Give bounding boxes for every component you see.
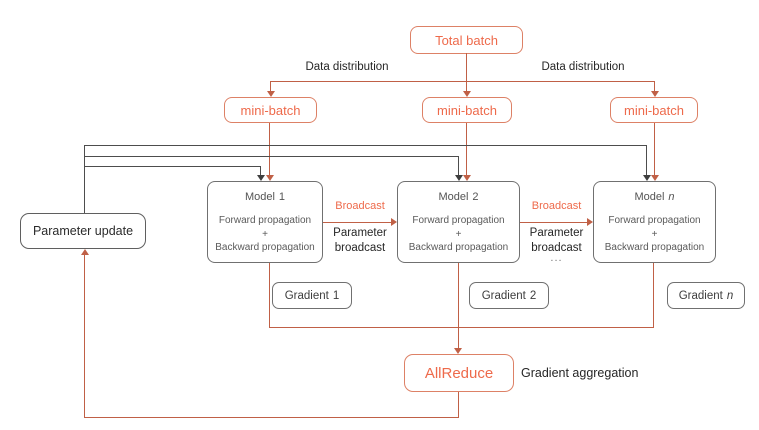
arrow-broadcast-1: [391, 218, 397, 226]
model-title-n: [634, 191, 674, 203]
line-drop-modeln: [646, 145, 647, 175]
line-minibatch2-to-model2: [466, 123, 467, 175]
model-2-title-prefix: Model: [438, 191, 469, 203]
mini-batch-label-2: mini-batch: [437, 102, 497, 118]
line-drop-model2: [458, 156, 459, 175]
model-2-forward: Forward propagation: [412, 215, 505, 226]
model-2-plus: +: [455, 228, 462, 240]
model-box-2: [397, 181, 520, 263]
model-title-2: [438, 191, 478, 203]
total-batch-label: Total batch: [435, 32, 498, 48]
model-n-title-prefix: Model: [634, 191, 665, 203]
model-title-1: [245, 191, 285, 203]
model-n-backward: Backward propagation: [604, 242, 705, 253]
line-to-minibatch-1: [270, 81, 271, 91]
line-allreduce-down: [458, 392, 459, 417]
model-box-n: [593, 181, 716, 263]
line-paramupdate-to-model2: [84, 156, 458, 157]
gradient-n-suffix: n: [726, 289, 734, 302]
model-1-plus: +: [262, 228, 268, 240]
model-1-backward: Backward propagation: [215, 242, 315, 253]
line-totalbatch-down: [466, 53, 467, 91]
model-body-1: [215, 214, 315, 255]
parameter-broadcast-label-2: Parameter broadcast: [529, 227, 584, 254]
arrow-broadcast-2: [587, 218, 593, 226]
model-n-forward: Forward propagation: [608, 215, 701, 226]
data-distribution-label-left: Data distribution: [305, 61, 389, 73]
model-box-1: [207, 181, 323, 263]
mini-batch-box-2: [422, 97, 512, 123]
gradient-box-n: [667, 282, 745, 309]
line-minibatch1-to-model1: [269, 123, 270, 175]
ellipsis-label: ...: [550, 252, 563, 264]
parameter-update-box: [20, 213, 146, 249]
gradient-box-2: [469, 282, 549, 309]
line-distribution-horizontal: [270, 81, 655, 82]
line-drop-model1: [260, 166, 261, 175]
mini-batch-box-3: [610, 97, 698, 123]
line-modeln-gradient-down: [653, 263, 654, 327]
gradient-2-prefix: Gradient: [481, 289, 526, 302]
total-batch-box: [410, 26, 523, 54]
line-model1-gradient-down: [269, 263, 270, 327]
line-gradient-horizontal: [269, 327, 654, 328]
parameter-broadcast-label-1: Parameter broadcast: [333, 227, 387, 254]
gradient-box-1: [272, 282, 352, 309]
model-1-title-suffix: 1: [278, 191, 286, 203]
gradient-2-suffix: 2: [529, 289, 537, 302]
line-to-minibatch-3: [654, 81, 655, 91]
line-broadcast-1: [323, 222, 391, 223]
line-paramupdate-to-model1: [84, 166, 260, 167]
gradient-n-prefix: Gradient: [678, 289, 723, 302]
line-model2-gradient-down: [458, 263, 459, 348]
arrow-into-parameter-update: [81, 249, 89, 255]
allreduce-box: [404, 354, 514, 392]
data-distribution-label-right: Data distribution: [541, 61, 625, 73]
model-n-title-suffix: n: [668, 191, 675, 203]
model-2-backward: Backward propagation: [408, 242, 509, 253]
model-n-plus: +: [651, 228, 658, 240]
model-body-2: [409, 214, 509, 255]
parameter-update-label: Parameter update: [32, 224, 134, 238]
gradient-1-prefix: Gradient: [284, 289, 329, 302]
line-feedback-up: [84, 255, 85, 418]
gradient-aggregation-label: Gradient aggregation: [521, 366, 639, 380]
mini-batch-label-3: mini-batch: [624, 102, 684, 118]
line-paramupdate-to-modeln: [84, 145, 646, 146]
line-feedback-horizontal: [84, 417, 459, 418]
line-broadcast-2: [520, 222, 587, 223]
model-1-title-prefix: Model: [244, 191, 275, 203]
model-body-n: [605, 214, 705, 255]
mini-batch-label-1: mini-batch: [240, 102, 301, 118]
model-1-forward: Forward propagation: [218, 215, 312, 226]
line-minibatch3-to-modeln: [654, 123, 655, 175]
model-2-title-suffix: 2: [472, 191, 479, 203]
broadcast-label-1: Broadcast: [335, 200, 385, 212]
gradient-1-suffix: 1: [332, 289, 340, 302]
allreduce-label: AllReduce: [424, 364, 494, 382]
broadcast-label-2: Broadcast: [531, 200, 582, 212]
mini-batch-box-1: [224, 97, 317, 123]
